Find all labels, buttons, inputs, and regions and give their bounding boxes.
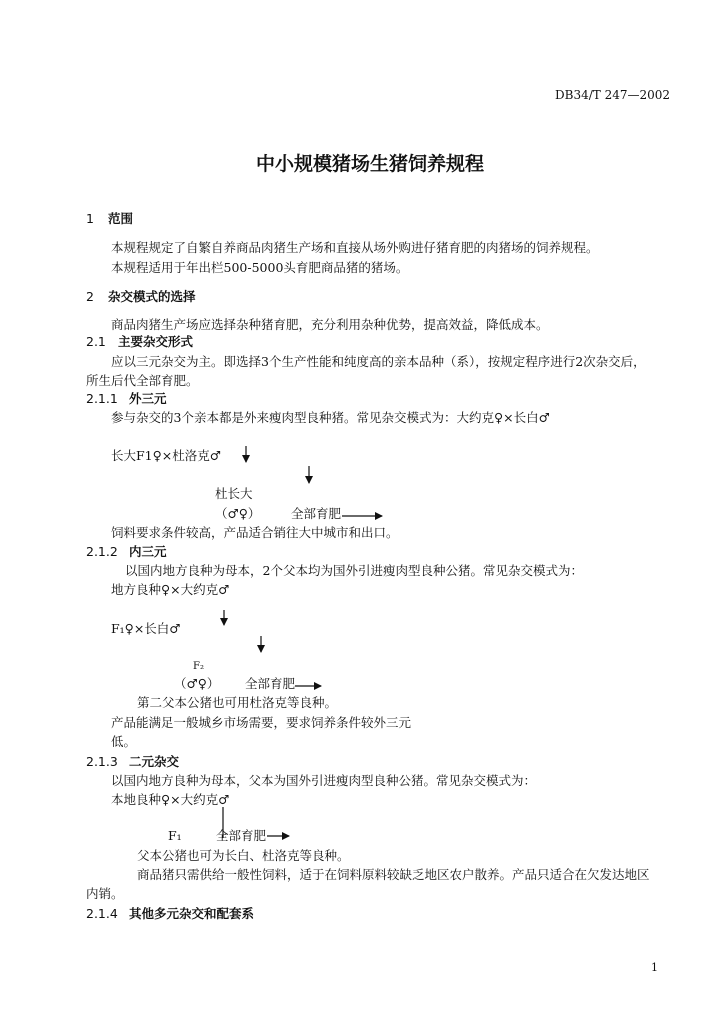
section-2-1-3-note-1: 父本公猪也可为长白、杜洛克等良种。: [137, 848, 350, 863]
section-2-1-3-heading: 二元杂交: [129, 754, 180, 769]
cross-formula-outer-three: 长大F1♀×杜洛克♂: [111, 448, 221, 463]
section-2-1-4-heading: 其他多元杂交和配套系: [129, 906, 255, 921]
section-2-1-2-heading: 内三元: [129, 544, 167, 559]
section-2-1-2-number: 2.1.2: [86, 544, 118, 559]
section-2-1-heading: 主要杂交形式: [118, 334, 194, 349]
fatten-all-label-outer: 全部育肥: [291, 506, 342, 521]
section-2-1-paragraph-line-2: 所生后代全部育肥。: [86, 373, 199, 388]
page-number: 1: [651, 961, 658, 974]
section-2-1-1-paragraph: 参与杂交的3个亲本都是外来瘦肉型良种猪。常见杂交模式为：大约克♀×长白♂: [111, 410, 550, 425]
doc-code: DB34/T 247—2002: [555, 88, 671, 102]
section-1-number: 1: [86, 211, 94, 226]
section-2-1-1-heading: 外三元: [129, 391, 167, 406]
section-2-1-2-note-1: 第二父本公猪也可用杜洛克等良种。: [137, 695, 338, 710]
section-2-number: 2: [86, 289, 94, 304]
cross-result-f1: F₁: [168, 828, 182, 843]
fatten-all-label-two-way: 全部育肥: [216, 828, 267, 843]
cross-result-duroc-landrace-yorkshire: 杜长大: [215, 486, 253, 501]
section-2-heading: 杂交模式的选择: [108, 289, 196, 304]
cross-result-sex-outer: （♂♀）: [215, 506, 261, 521]
section-2-1-2-note-3: 低。: [111, 734, 137, 749]
page-title: 中小规模猪场生猪饲养规程: [256, 153, 485, 175]
fatten-all-label-inner: 全部育肥: [245, 676, 296, 691]
cross-result-f2: F₂: [193, 661, 204, 672]
section-2-1-2-note-2: 产品能满足一般城乡市场需要，要求饲养条件较外三元: [111, 715, 412, 730]
section-1-paragraph-2: 本规程适用于年出栏500-5000头育肥商品猪的猪场。: [111, 260, 409, 275]
section-2-1-3-note-2-line-2: 内销。: [86, 886, 124, 901]
cross-formula-inner-step-2: F₁♀×长白♂: [111, 621, 181, 636]
section-2-1-3-number: 2.1.3: [86, 754, 118, 769]
section-1-paragraph-1: 本规程规定了自繁自养商品肉猪生产场和直接从场外购进仔猪育肥的肉猪场的饲养规程。: [111, 240, 599, 255]
section-2-1-paragraph-line-1: 应以三元杂交为主。即选择3个生产性能和纯度高的亲本品种（系），按规定程序进行2次杂交后，: [111, 354, 646, 369]
section-2-1-4-number: 2.1.4: [86, 906, 118, 921]
section-2-1-1-note: 饲料要求条件较高，产品适合销往大中城市和出口。: [111, 525, 399, 540]
cross-formula-inner-step-1: 地方良种♀×大约克♂: [111, 582, 230, 597]
cross-formula-two-way: 本地良种♀×大约克♂: [111, 792, 230, 807]
section-1-heading: 范围: [108, 211, 134, 226]
section-2-paragraph: 商品肉猪生产场应选择杂种猪育肥，充分利用杂种优势，提高效益，降低成本。: [111, 317, 549, 332]
cross-result-sex-inner: （♂♀）: [174, 676, 220, 691]
section-2-1-3-paragraph: 以国内地方良种为母本，父本为国外引进瘦肉型良种公猪。常见杂交模式为：: [111, 773, 537, 788]
section-2-1-2-paragraph: 以国内地方良种为母本，2个父本均为国外引进瘦肉型良种公猪。常见杂交模式为：: [125, 563, 583, 578]
section-2-1-3-note-2-line-1: 商品猪只需供给一般性饲料，适于在饲料原料较缺乏地区农户散养。产品只适合在欠发达地区: [137, 867, 650, 882]
section-2-1-number: 2.1: [86, 334, 106, 349]
section-2-1-1-number: 2.1.1: [86, 391, 118, 406]
